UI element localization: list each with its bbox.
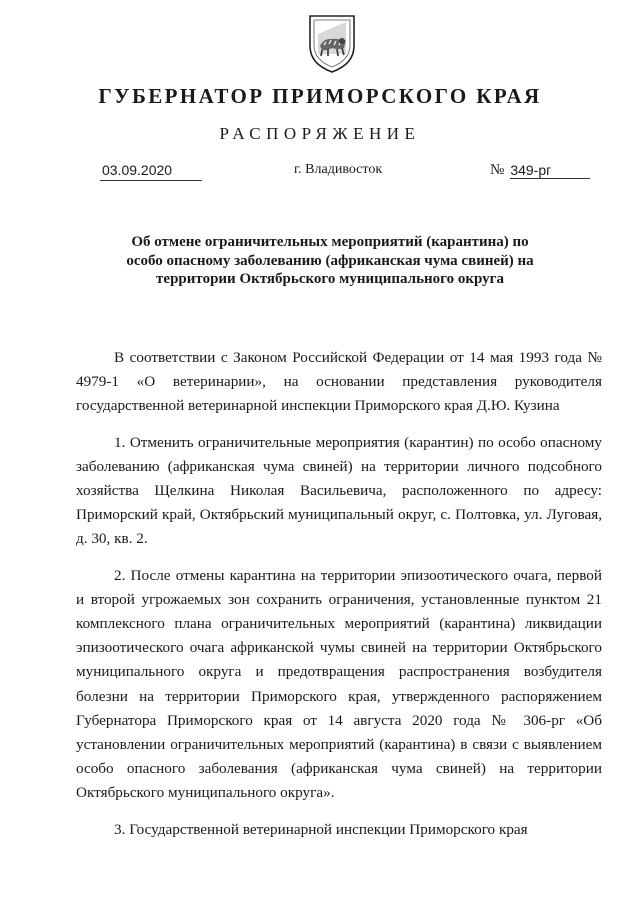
item-3-paragraph: 3. Государственной ветеринарной инспекции Приморского края bbox=[114, 820, 528, 838]
order-subject: Об отмене ограничительных мероприятий (карантина) по особо опасному заболеванию (африканская чума свиней) на территории Октябрьского муниципального округа bbox=[126, 234, 534, 287]
preamble-paragraph: В соответствии с Законом Российской Федерации от 14 мая 1993 года № 4979-1 «О ветеринарии», на основании представления руководителя государственной ветеринарной инспекции Приморского края Д.Ю. Кузина bbox=[76, 349, 602, 415]
item-2-paragraph: 2. После отмены карантина на территории эпизоотического очага, первой и второй угрожаемых зон сохранить ограничения, установленные пунктом 21 комплексного плана ограничительных мероприятий (карантина) ликвидации эпизоотического очага африканской чумы свиней на территории Октябрьского муниципального округа и предотвращения распространения возбудителя болезни на территории Приморского края, утвержденного распоряжением Губернатора Приморского края от 14 августа 2020 года № 306-рг «Об установлении ограничительных мероприятий (карантина) в связи с выявлением особо опасного заболевания (африканская чума свиней) на территории Октябрьского муниципального округа». bbox=[76, 566, 602, 802]
number-sign: № bbox=[490, 162, 505, 178]
governor-title: ГУБЕРНАТОР ПРИМОРСКОГО КРАЯ bbox=[98, 84, 542, 108]
document-type: РАСПОРЯЖЕНИЕ bbox=[219, 124, 421, 143]
order-number bbox=[490, 162, 590, 179]
coat-of-arms-tiger-icon bbox=[304, 12, 360, 74]
order-number-value: 349-рг bbox=[510, 162, 590, 179]
item-1-paragraph: 1. Отменить ограничительные мероприятия (карантин) по особо опасному заболеванию (африканская чума свиней) на территории личного подсобного хозяйства Щелкина Николая Васильевича, расположенного по адресу: Приморский край, Октябрьский муниципальный округ, с. Полтовка, ул. Луговая, д. 30, кв. 2. bbox=[76, 433, 602, 548]
order-body bbox=[76, 346, 602, 842]
order-city: г. Владивосток bbox=[294, 162, 383, 177]
order-date-value: 03.09.2020 bbox=[102, 162, 173, 178]
order-date bbox=[100, 162, 202, 181]
